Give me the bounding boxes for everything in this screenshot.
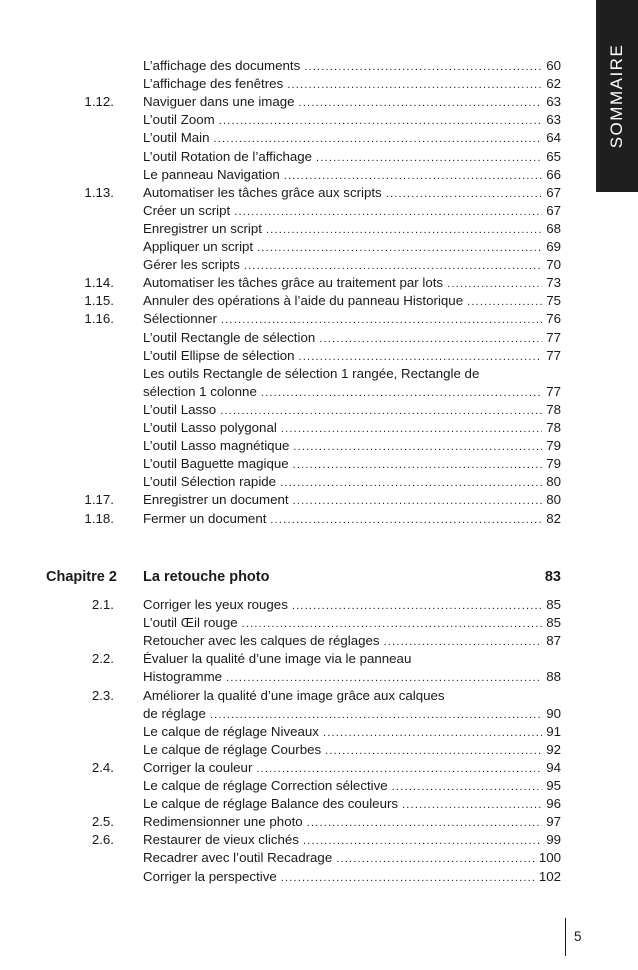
toc-entry[interactable] bbox=[143, 292, 561, 310]
toc-entry[interactable] bbox=[143, 184, 561, 202]
toc-entry-page: 67 bbox=[546, 202, 561, 218]
dot-leader bbox=[220, 402, 542, 420]
toc-entry-title: Fermer un document bbox=[143, 510, 267, 526]
toc-entry-page: 69 bbox=[546, 239, 561, 254]
toc-entry-title: Le calque de réglage Niveaux bbox=[143, 723, 319, 739]
dot-leader bbox=[266, 221, 542, 239]
toc-entry[interactable] bbox=[143, 93, 561, 111]
toc-entry-page: 97 bbox=[546, 814, 561, 830]
toc-entry-title: Le calque de réglage Courbes bbox=[143, 741, 322, 757]
toc-entry-number: 2.6. bbox=[91, 832, 114, 848]
toc-entry-page: 66 bbox=[546, 166, 561, 182]
toc-entry[interactable] bbox=[143, 491, 561, 509]
sommaire-side-tab bbox=[596, 0, 638, 192]
footer-rule bbox=[565, 918, 566, 956]
toc-entry-title: Histogramme bbox=[143, 669, 223, 685]
toc-entry-page: 91 bbox=[546, 723, 561, 739]
dot-leader bbox=[270, 511, 542, 529]
toc-entry-number: 2.2. bbox=[91, 651, 114, 667]
toc-entry-title-line1[interactable]: Améliorer la qualité d’une image grâce aux calques bbox=[143, 687, 445, 703]
dot-leader bbox=[284, 167, 542, 185]
dot-leader bbox=[293, 492, 543, 510]
toc-entry[interactable] bbox=[143, 741, 561, 759]
toc-entry-title: L’outil Lasso polygonal bbox=[143, 420, 277, 435]
dot-leader bbox=[242, 615, 543, 633]
toc-entry-title: L’outil Lasso magnétique bbox=[143, 438, 290, 454]
toc-entry[interactable] bbox=[143, 705, 561, 723]
dot-leader bbox=[392, 778, 543, 796]
toc-entry-page: 78 bbox=[546, 420, 561, 435]
toc-entry-title: L’affichage des documents bbox=[143, 58, 301, 73]
toc-entry-number: 1.12. bbox=[84, 94, 114, 110]
toc-entry[interactable] bbox=[143, 596, 561, 614]
toc-entry-page: 87 bbox=[546, 633, 561, 649]
dot-leader bbox=[234, 203, 542, 221]
toc-entry-title: Corriger les yeux rouges bbox=[143, 597, 288, 612]
toc-entry-title: Le panneau Navigation bbox=[143, 166, 280, 182]
toc-entry-page: 62 bbox=[546, 76, 561, 92]
toc-entry-page: 92 bbox=[546, 741, 561, 757]
toc-entry[interactable] bbox=[143, 347, 561, 365]
toc-entry-title: L’affichage des fenêtres bbox=[143, 76, 284, 92]
toc-entry-title: Corriger la perspective bbox=[143, 868, 277, 884]
toc-entry-page: 77 bbox=[546, 383, 561, 399]
toc-entry-page: 78 bbox=[546, 401, 561, 417]
toc-entry-page: 79 bbox=[546, 438, 561, 454]
toc-entry-title: sélection 1 colonne bbox=[143, 383, 257, 399]
chapter-label: Chapitre 2 bbox=[46, 569, 117, 585]
toc-entry[interactable] bbox=[143, 75, 561, 93]
toc-entry-title: Automatiser les tâches grâce au traitement par lots bbox=[143, 275, 444, 291]
toc-entry-title: Sélectionner bbox=[143, 311, 217, 327]
dot-leader bbox=[386, 185, 542, 203]
dot-leader bbox=[323, 724, 542, 742]
toc-entry-title: Appliquer un script bbox=[143, 239, 254, 254]
dot-leader bbox=[281, 420, 542, 438]
toc-entry[interactable] bbox=[143, 274, 561, 292]
toc-entry-page: 63 bbox=[546, 112, 561, 128]
toc-entry-number: 2.1. bbox=[91, 597, 114, 612]
toc-entry[interactable] bbox=[143, 777, 561, 795]
dot-leader bbox=[316, 149, 542, 167]
toc-entry-title: Retoucher avec les calques de réglages bbox=[143, 633, 380, 649]
toc-entry-title: L’outil Rotation de l’affichage bbox=[143, 148, 313, 164]
toc-entry-page: 63 bbox=[546, 94, 561, 110]
toc-entry-page: 80 bbox=[546, 474, 561, 490]
toc-entry-title: Automatiser les tâches grâce aux scripts bbox=[143, 184, 382, 200]
dot-leader bbox=[299, 94, 543, 112]
toc-entry-title: Enregistrer un script bbox=[143, 220, 262, 236]
toc-entry-title: Le calque de réglage Correction sélective bbox=[143, 778, 388, 793]
dot-leader bbox=[402, 796, 542, 814]
toc-entry-page: 79 bbox=[546, 456, 561, 472]
toc-entry-title: L’outil Main bbox=[143, 130, 210, 146]
toc-entry[interactable] bbox=[143, 329, 561, 347]
toc-entry[interactable] bbox=[143, 383, 561, 401]
dot-leader bbox=[261, 384, 542, 402]
toc-entry[interactable] bbox=[143, 256, 561, 274]
toc-entry-title: L’outil Œil rouge bbox=[143, 615, 238, 631]
toc-entry-page: 76 bbox=[546, 311, 561, 327]
toc-entry[interactable] bbox=[143, 868, 561, 886]
dot-leader bbox=[281, 869, 535, 887]
dot-leader bbox=[210, 706, 542, 724]
toc-entry-title: L’outil Lasso bbox=[143, 401, 217, 417]
dot-leader bbox=[447, 275, 542, 293]
dot-leader bbox=[257, 239, 542, 257]
toc-entry-page: 88 bbox=[546, 669, 561, 685]
chapter-page: 83 bbox=[544, 569, 561, 585]
toc-entry[interactable] bbox=[143, 57, 561, 75]
dot-leader bbox=[384, 633, 543, 651]
toc-entry-page: 75 bbox=[546, 293, 561, 309]
toc-entry-title: Annuler des opérations à l’aide du panneau Historique bbox=[143, 293, 464, 309]
toc-entry-number: 1.18. bbox=[84, 510, 114, 526]
toc-entry[interactable] bbox=[143, 510, 561, 528]
toc-entry-title: Créer un script bbox=[143, 202, 231, 218]
toc-entry[interactable] bbox=[143, 759, 561, 777]
dot-leader bbox=[325, 742, 542, 760]
toc-entry[interactable] bbox=[143, 220, 561, 238]
toc-entry-title: Le calque de réglage Balance des couleurs bbox=[143, 796, 399, 812]
dot-leader bbox=[221, 311, 542, 329]
toc-entry-page: 77 bbox=[546, 329, 561, 345]
toc-entry-title: L’outil Zoom bbox=[143, 112, 215, 128]
toc-entry[interactable] bbox=[143, 668, 561, 686]
toc-entry[interactable] bbox=[143, 202, 561, 220]
toc-entry-page: 64 bbox=[546, 130, 561, 146]
toc-entry-page: 95 bbox=[546, 778, 561, 793]
toc-entry-title: Gérer les scripts bbox=[143, 257, 240, 273]
toc-entry-title: Naviguer dans une image bbox=[143, 94, 295, 110]
toc-entry-title: Corriger la couleur bbox=[143, 759, 253, 775]
toc-entry[interactable] bbox=[143, 437, 561, 455]
dot-leader bbox=[287, 76, 542, 94]
toc-entry-title: Restaurer de vieux clichés bbox=[143, 832, 299, 848]
toc-entry-number: 2.5. bbox=[91, 814, 114, 830]
toc-entry-title-line1[interactable]: Les outils Rectangle de sélection 1 rangée, Rectangle de bbox=[143, 365, 480, 381]
toc-entry-number: 2.3. bbox=[91, 687, 114, 703]
toc-entry[interactable] bbox=[143, 166, 561, 184]
toc-entry[interactable] bbox=[143, 813, 561, 831]
toc-entry-number: 1.13. bbox=[84, 184, 114, 200]
toc-entry[interactable] bbox=[143, 129, 561, 147]
toc-entry-title: de réglage bbox=[143, 705, 206, 721]
dot-leader bbox=[336, 850, 535, 868]
toc-entry-title-line1[interactable]: Évaluer la qualité d’une image via le panneau bbox=[143, 651, 412, 667]
dot-leader bbox=[280, 474, 542, 492]
toc-entry[interactable] bbox=[143, 831, 561, 849]
dot-leader bbox=[244, 257, 542, 275]
toc-entry-page: 100 bbox=[538, 850, 561, 866]
toc-entry-title: Recadrer avec l’outil Recadrage bbox=[143, 850, 333, 866]
dot-leader bbox=[299, 348, 543, 366]
toc-entry-page: 70 bbox=[546, 257, 561, 273]
dot-leader bbox=[214, 130, 543, 148]
dot-leader bbox=[219, 112, 543, 130]
toc-entry-number: 1.17. bbox=[84, 492, 114, 508]
toc-entry-page: 65 bbox=[546, 148, 561, 164]
toc-entry[interactable] bbox=[143, 111, 561, 129]
toc-entry-page: 96 bbox=[546, 796, 561, 812]
dot-leader bbox=[307, 814, 543, 832]
page-number: 5 bbox=[574, 929, 582, 944]
toc-entry-page: 82 bbox=[546, 510, 561, 526]
sommaire-label: SOMMAIRE bbox=[607, 43, 626, 149]
toc-entry[interactable] bbox=[143, 473, 561, 491]
toc-entry[interactable] bbox=[143, 401, 561, 419]
toc-entry-title: L’outil Sélection rapide bbox=[143, 474, 277, 490]
toc-entry-number: 1.16. bbox=[84, 311, 114, 327]
toc-entry-page: 85 bbox=[546, 597, 561, 612]
dot-leader bbox=[467, 293, 542, 311]
toc-entry-page: 67 bbox=[546, 184, 561, 200]
toc-entry[interactable] bbox=[143, 849, 561, 867]
toc-entry[interactable] bbox=[143, 148, 561, 166]
toc-entry-page: 73 bbox=[546, 275, 561, 291]
toc-entry-title: Redimensionner une photo bbox=[143, 814, 303, 830]
dot-leader bbox=[319, 330, 542, 348]
toc-entry[interactable] bbox=[143, 455, 561, 473]
toc-entry[interactable] bbox=[143, 632, 561, 650]
toc-entry-number: 2.4. bbox=[91, 759, 114, 775]
toc-entry-page: 94 bbox=[546, 759, 561, 775]
toc-entry-title: L’outil Rectangle de sélection bbox=[143, 329, 316, 345]
toc-entry-title: L’outil Ellipse de sélection bbox=[143, 347, 295, 363]
toc-entry-page: 90 bbox=[546, 705, 561, 721]
toc-entry-title: Enregistrer un document bbox=[143, 492, 289, 508]
dot-leader bbox=[226, 669, 542, 687]
dot-leader bbox=[304, 58, 542, 76]
toc-entry-page: 85 bbox=[546, 615, 561, 631]
chapter-title[interactable]: La retouche photo bbox=[143, 569, 270, 585]
dot-leader bbox=[293, 456, 543, 474]
toc-entry-page: 68 bbox=[546, 220, 561, 236]
toc-entry[interactable] bbox=[143, 614, 561, 632]
dot-leader bbox=[256, 760, 542, 778]
toc-entry[interactable] bbox=[143, 795, 561, 813]
toc-entry[interactable] bbox=[143, 310, 561, 328]
dot-leader bbox=[293, 438, 542, 456]
toc-entry-page: 102 bbox=[538, 868, 561, 884]
dot-leader bbox=[303, 832, 542, 850]
toc-entry-number: 1.15. bbox=[84, 293, 114, 309]
toc-entry[interactable] bbox=[143, 238, 561, 256]
toc-entry-page: 60 bbox=[546, 58, 561, 73]
toc-entry-page: 77 bbox=[546, 347, 561, 363]
dot-leader bbox=[292, 597, 542, 615]
toc-entry[interactable] bbox=[143, 723, 561, 741]
toc-entry-page: 99 bbox=[546, 832, 561, 848]
toc-entry[interactable] bbox=[143, 419, 561, 437]
toc-entry-number: 1.14. bbox=[84, 275, 114, 291]
toc-entry-title: L’outil Baguette magique bbox=[143, 456, 289, 472]
toc-entry-page: 80 bbox=[546, 492, 561, 508]
